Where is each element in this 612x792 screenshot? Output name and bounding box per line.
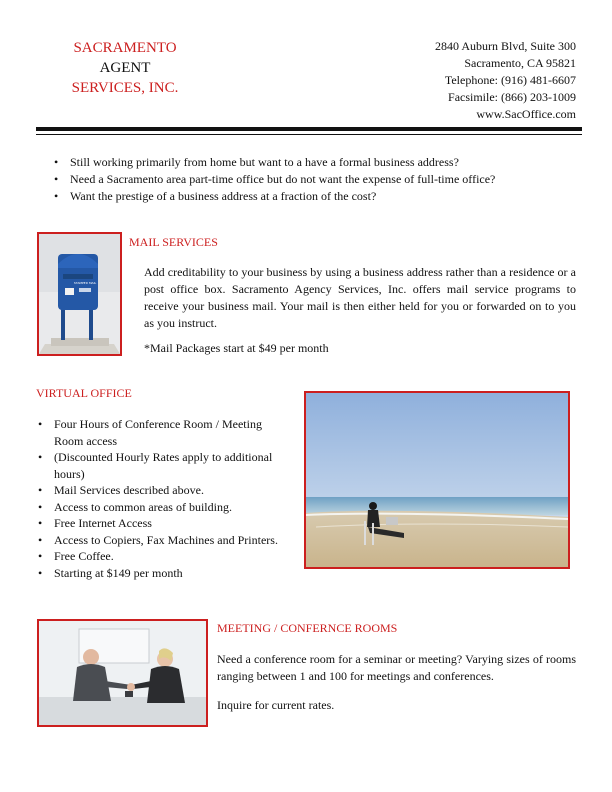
list-item: • Mail Services described above. <box>36 482 294 499</box>
company-name <box>40 38 210 98</box>
website-link[interactable]: www.SacOffice.com <box>476 107 576 121</box>
handshake-scene-icon <box>39 621 206 725</box>
company-name-line3: SERVICES, INC. <box>71 80 179 96</box>
mailbox-icon <box>39 234 120 354</box>
address-line1: 2840 Auburn Blvd, Suite 300 <box>434 39 576 53</box>
address-line2: Sacramento, CA 95821 <box>464 56 576 70</box>
mailbox-label: STAMPED MAIL <box>73 281 97 285</box>
beach-scene-icon <box>306 393 568 567</box>
telephone: Telephone: (916) 481-6607 <box>444 73 576 87</box>
list-item: • Free Internet Access <box>36 515 294 532</box>
list-item: • Want the prestige of a business address at a fraction of the cost? <box>52 188 592 205</box>
list-item: • Four Hours of Conference Room / Meeting Room access <box>36 416 294 449</box>
mail-services-heading: MAIL SERVICES <box>129 235 218 249</box>
header-rule-thick <box>36 127 582 131</box>
list-item: • Starting at $149 per month <box>36 565 294 582</box>
company-name-line1: SACRAMENTO <box>73 40 177 56</box>
list-item: • (Discounted Hourly Rates apply to additional hours) <box>36 449 294 482</box>
mail-services-paragraph: Add creditability to your business by using a business address rather than a residence or a post office box. Sacramento Agency Services, Inc. offers mail service programs to receive your business mail. Your mail is then either held for you or forwarded on to you as you instruct. <box>144 265 576 330</box>
virtual-office-heading: VIRTUAL OFFICE <box>36 386 132 400</box>
company-name-line2: AGENT <box>99 60 151 76</box>
mailbox-photo <box>37 232 122 356</box>
facsimile: Facsimile: (866) 203-1009 <box>448 90 576 104</box>
header-rule-thin <box>36 134 582 135</box>
meeting-rooms-paragraph: Need a conference room for a seminar or meeting? Varying sizes of rooms ranging between 1 and 100 for meetings and conferences. <box>217 652 576 683</box>
list-item: • Need a Sacramento area part-time office but do not want the expense of full-time office? <box>52 171 592 188</box>
meeting-handshake-photo <box>37 619 208 727</box>
contact-block <box>435 38 576 123</box>
list-item: • Access to common areas of building. <box>36 499 294 516</box>
inquire-rates: Inquire for current rates. <box>217 698 335 712</box>
intro-bullet-list <box>52 154 592 205</box>
mail-package-note: *Mail Packages start at $49 per month <box>144 341 329 355</box>
list-item: • Still working primarily from home but want to a have a formal business address? <box>52 154 592 171</box>
beach-laptop-photo <box>304 391 570 569</box>
list-item: • Free Coffee. <box>36 548 294 565</box>
meeting-rooms-heading: MEETING / CONFERNCE ROOMS <box>217 621 398 635</box>
virtual-office-list <box>36 416 294 581</box>
list-item: • Access to Copiers, Fax Machines and Printers. <box>36 532 294 549</box>
